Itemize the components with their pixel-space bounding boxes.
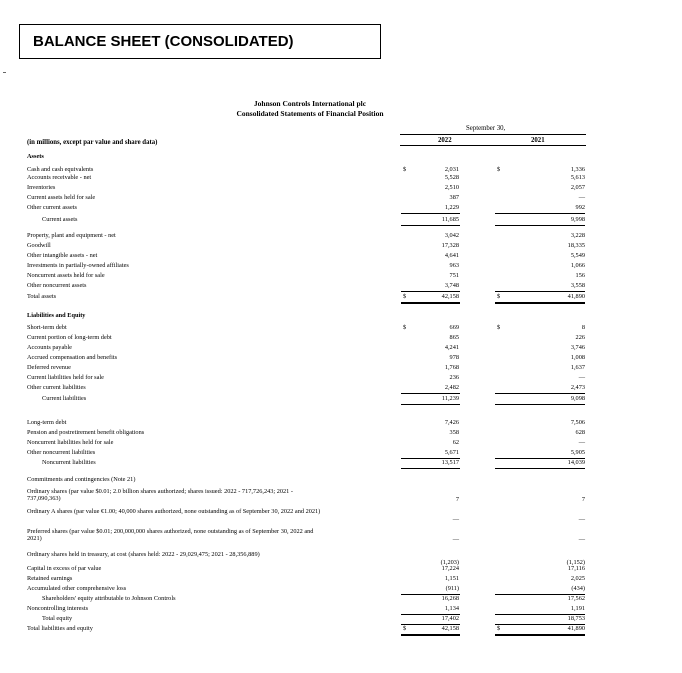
row-label: Preferred shares (par value $0.01; 200,000,000 shares authorized, none outstanding as of September 30, 2022 and 2021)	[27, 528, 314, 542]
underline-2022	[401, 634, 460, 636]
currency-symbol-2021: $	[497, 324, 501, 331]
underline-2022	[401, 393, 460, 394]
value-2021: —	[578, 194, 585, 201]
units-label: (in millions, except par value and share data)	[27, 139, 158, 146]
table-row	[0, 625, 682, 635]
value-2021: 9,098	[570, 395, 585, 402]
value-2022: 16,268	[441, 595, 459, 602]
row-label: Liabilities and Equity	[27, 312, 86, 319]
value-2022: 62	[452, 439, 459, 446]
row-label: Accounts receivable - net	[27, 174, 92, 181]
value-2022: 669	[449, 324, 459, 331]
value-2022: (911)	[445, 585, 459, 592]
value-2021: —	[578, 374, 585, 381]
value-2021: 2,473	[570, 384, 585, 391]
currency-symbol-2022: $	[403, 625, 407, 632]
underline-2022	[401, 225, 460, 226]
table-row	[0, 615, 682, 625]
value-2022: 13,517	[441, 459, 459, 466]
row-label: Ordinary shares (par value $0.01; 2.0 billion shares authorized; shares issued: 2022 - 717,726,243; 2021 - 737,090,363)	[27, 488, 293, 502]
value-2021: 41,890	[567, 625, 585, 632]
value-2021: 5,549	[570, 252, 585, 259]
row-label: Current assets	[42, 216, 78, 223]
value-2021: 41,890	[567, 293, 585, 300]
row-label: Accumulated other comprehensive loss	[27, 585, 127, 592]
value-2022: 42,158	[441, 293, 459, 300]
header-rule-top	[400, 134, 586, 135]
table-row	[0, 449, 682, 459]
table-row	[0, 508, 682, 523]
table-row	[0, 216, 682, 226]
row-label: Short-term debt	[27, 324, 67, 331]
value-2021: 2,025	[570, 575, 585, 582]
period-label: September 30,	[466, 125, 506, 132]
value-2022: 1,151	[444, 575, 459, 582]
value-2022: 7,426	[444, 419, 459, 426]
value-2021: 628	[575, 429, 585, 436]
company-name: Johnson Controls International plc	[253, 99, 367, 108]
value-2022: 4,641	[444, 252, 459, 259]
row-label: Total liabilities and equity	[27, 625, 93, 632]
underline-2021	[495, 404, 585, 405]
value-2021: 17,116	[567, 565, 585, 572]
table-row	[0, 384, 682, 394]
value-2021: 1,066	[570, 262, 585, 269]
currency-symbol-2021: $	[497, 293, 501, 300]
currency-symbol-2021: $	[497, 166, 501, 173]
value-2022: 236	[449, 374, 459, 381]
value-2022: 7	[455, 496, 459, 503]
underline-2021	[495, 634, 585, 636]
row-label: Current assets held for sale	[27, 194, 96, 201]
header-rule-bottom	[400, 145, 586, 146]
table-row	[0, 439, 682, 449]
value-2022: 1,134	[444, 605, 459, 612]
value-2021: 1,008	[570, 354, 585, 361]
value-2021: 1,637	[570, 364, 585, 371]
value-2022: 387	[449, 194, 459, 201]
underline-2021	[495, 302, 585, 304]
value-2021: 226	[575, 334, 585, 341]
value-2022: 2,510	[444, 184, 459, 191]
value-2021: 7	[581, 496, 585, 503]
value-2022: (1,203)	[440, 559, 459, 566]
underline-2021	[495, 468, 585, 469]
table-row	[0, 312, 682, 322]
row-label: Pension and postretirement benefit obligations	[27, 429, 145, 436]
sheet-title-box	[19, 24, 381, 59]
sheet-title: BALANCE SHEET (CONSOLIDATED)	[33, 33, 294, 50]
row-label: Retained earnings	[27, 575, 73, 582]
value-2022: 2,031	[444, 166, 459, 173]
value-2021: 992	[575, 204, 585, 211]
row-label: Property, plant and equipment - net	[27, 232, 116, 239]
value-2022: 4,241	[444, 344, 459, 351]
row-label: Goodwill	[27, 242, 51, 249]
value-2021: 5,905	[570, 449, 585, 456]
row-label: Other current assets	[27, 204, 78, 211]
value-2021: 7,506	[570, 419, 585, 426]
margin-mark	[3, 72, 6, 73]
row-label: Accrued compensation and benefits	[27, 354, 118, 361]
table-row	[0, 528, 682, 543]
row-label: Long-term debt	[27, 419, 67, 426]
table-row	[0, 605, 682, 615]
value-2021: 156	[575, 272, 585, 279]
table-row	[0, 204, 682, 214]
table-row	[0, 419, 682, 429]
value-2021: —	[578, 536, 585, 543]
value-2021: 14,039	[567, 459, 585, 466]
row-label: Other noncurrent liabilities	[27, 449, 96, 456]
value-2022: 358	[449, 429, 459, 436]
row-label: Deferred revenue	[27, 364, 71, 371]
value-2021: 2,057	[570, 184, 585, 191]
row-label: Inventories	[27, 184, 56, 191]
row-label: Other current liabilities	[27, 384, 86, 391]
row-label: Noncurrent assets held for sale	[27, 272, 105, 279]
row-label: Commitments and contingencies (Note 21)	[27, 476, 136, 483]
value-2021: 3,746	[570, 344, 585, 351]
table-row	[0, 242, 682, 252]
table-row	[0, 374, 682, 384]
table-row	[0, 174, 682, 184]
value-2022: 978	[449, 354, 459, 361]
table-row	[0, 184, 682, 194]
row-label: Noncontrolling interests	[27, 605, 89, 612]
table-row	[0, 488, 682, 503]
row-label: Ordinary shares held in treasury, at cost (shares held: 2022 - 29,029,475; 2021 - 28,356,889)	[27, 551, 260, 558]
row-label: Current liabilities held for sale	[27, 374, 104, 381]
table-row	[0, 334, 682, 344]
table-row	[0, 354, 682, 364]
underline-2022	[401, 404, 460, 405]
table-row	[0, 272, 682, 282]
value-2022: 17,328	[441, 242, 459, 249]
table-row	[0, 252, 682, 262]
row-label: Noncurrent liabilities	[42, 459, 96, 466]
table-row	[0, 585, 682, 595]
year-2021-header: 2021	[531, 137, 545, 144]
underline-2021	[495, 393, 585, 394]
row-label: Assets	[27, 153, 44, 160]
value-2022: —	[452, 536, 459, 543]
table-row	[0, 565, 682, 575]
row-label: Total assets	[27, 293, 57, 300]
row-label: Current portion of long-term debt	[27, 334, 112, 341]
table-row	[0, 551, 682, 566]
value-2022: 3,042	[444, 232, 459, 239]
value-2022: 17,224	[441, 565, 459, 572]
value-2021: 17,562	[567, 595, 585, 602]
value-2022: 5,528	[444, 174, 459, 181]
row-label: Other noncurrent assets	[27, 282, 87, 289]
value-2022: 1,229	[444, 204, 459, 211]
value-2021: 5,613	[570, 174, 585, 181]
value-2021: 8	[581, 324, 585, 331]
value-2022: 2,482	[444, 384, 459, 391]
table-row	[0, 153, 682, 163]
statement-title: Consolidated Statements of Financial Position	[236, 109, 384, 118]
table-row	[0, 324, 682, 334]
currency-symbol-2022: $	[403, 324, 407, 331]
year-2022-header: 2022	[438, 137, 452, 144]
value-2022: 11,239	[441, 395, 459, 402]
row-label: Shareholders' equity attributable to Johnson Controls	[42, 595, 176, 602]
row-label: Investments in partially-owned affiliates	[27, 262, 129, 269]
underline-2021	[495, 225, 585, 226]
value-2021: —	[578, 439, 585, 446]
row-label: Other intangible assets - net	[27, 252, 98, 259]
underline-2022	[401, 302, 460, 304]
row-label: Ordinary A shares (par value €1.00; 40,000 shares authorized, none outstanding as of September 30, 2022 and 2021)	[27, 508, 321, 515]
value-2021: 1,191	[570, 605, 585, 612]
underline-2021	[495, 213, 585, 214]
row-label: Accounts payable	[27, 344, 72, 351]
row-label: Cash and cash equivalents	[27, 166, 94, 173]
table-row	[0, 232, 682, 242]
value-2022: 865	[449, 334, 459, 341]
value-2021: (434)	[571, 585, 585, 592]
value-2021: 18,753	[567, 615, 585, 622]
row-label: Capital in excess of par value	[27, 565, 102, 572]
row-label: Noncurrent liabilities held for sale	[27, 439, 114, 446]
table-row	[0, 194, 682, 204]
table-row	[0, 364, 682, 374]
underline-2022	[401, 213, 460, 214]
table-row	[0, 459, 682, 469]
table-row	[0, 476, 682, 486]
table-row	[0, 429, 682, 439]
table-row	[0, 595, 682, 605]
value-2022: 42,158	[441, 625, 459, 632]
underline-2022	[401, 468, 460, 469]
table-row	[0, 395, 682, 405]
value-2022: 963	[449, 262, 459, 269]
table-row	[0, 293, 682, 303]
value-2021: (1,152)	[566, 559, 585, 566]
underline-2022	[401, 291, 460, 292]
value-2022: 11,685	[441, 216, 459, 223]
value-2022: 5,671	[444, 449, 459, 456]
value-2021: 3,228	[570, 232, 585, 239]
value-2022: 1,768	[444, 364, 459, 371]
value-2021: 18,335	[567, 242, 585, 249]
value-2022: 751	[449, 272, 459, 279]
value-2021: 1,336	[570, 166, 585, 173]
table-row	[0, 575, 682, 585]
value-2022: 3,748	[444, 282, 459, 289]
currency-symbol-2022: $	[403, 293, 407, 300]
value-2021: 9,998	[570, 216, 585, 223]
table-row	[0, 282, 682, 292]
value-2021: —	[578, 516, 585, 523]
currency-symbol-2022: $	[403, 166, 407, 173]
value-2021: 3,558	[570, 282, 585, 289]
value-2022: —	[452, 516, 459, 523]
row-label: Total equity	[42, 615, 73, 622]
value-2022: 17,402	[441, 615, 459, 622]
row-label: Current liabilities	[42, 395, 87, 402]
currency-symbol-2021: $	[497, 625, 501, 632]
table-row	[0, 344, 682, 354]
table-row	[0, 262, 682, 272]
underline-2021	[495, 291, 585, 292]
